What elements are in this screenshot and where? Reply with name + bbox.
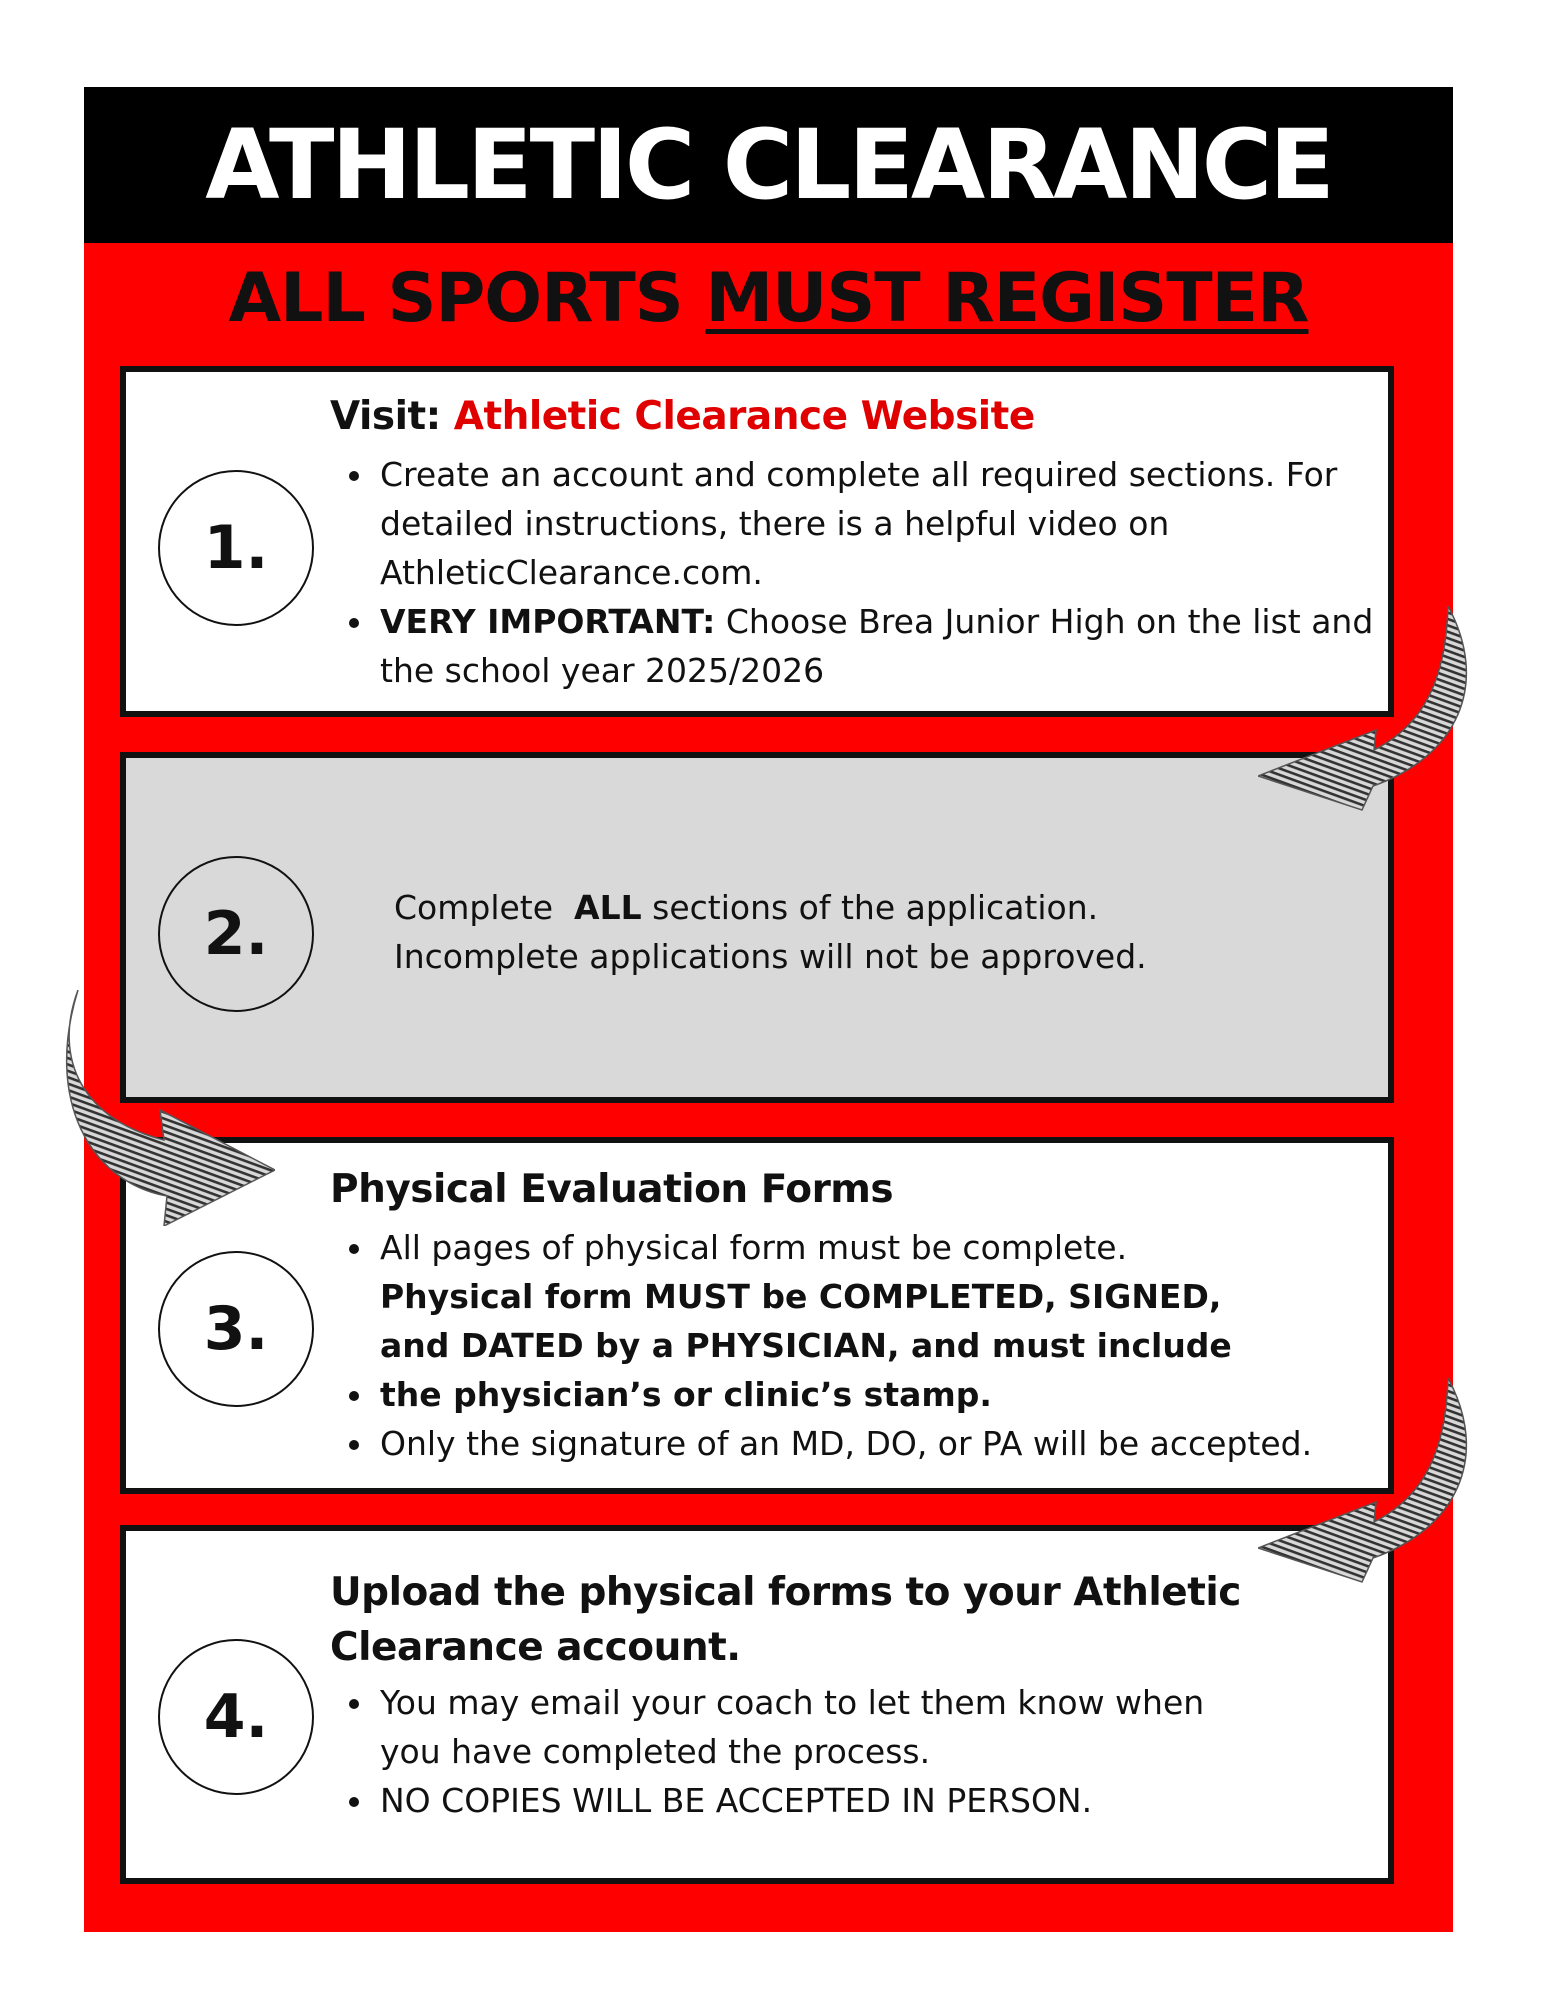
- step-2-line-2: Incomplete applications will not be approved.: [394, 937, 1147, 976]
- curved-arrow-icon: [1258, 606, 1480, 852]
- athletic-clearance-website-link[interactable]: Athletic Clearance Website: [453, 394, 1035, 439]
- step-4-heading-line-2: Clearance account.: [330, 1625, 741, 1670]
- list-item: [376, 1272, 1386, 1419]
- step-2-all-bold: ALL: [574, 888, 642, 927]
- page-title: ATHLETIC CLEARANCE: [205, 109, 1332, 221]
- step-2-text: [394, 883, 1147, 981]
- list-item-text: Choose Brea Junior High on the list and the school year 2025/2026: [380, 602, 1374, 690]
- list-item: • All pages of physical form must be complete.: [376, 1223, 1386, 1272]
- step-1-number: 1.: [158, 470, 314, 626]
- subtitle-emphasis: MUST REGISTER: [705, 259, 1309, 338]
- step-2-box: [120, 752, 1394, 1103]
- curved-arrow-icon: [60, 990, 275, 1226]
- step-3-bullets: [344, 1223, 1386, 1468]
- step-2-number: 2.: [158, 856, 314, 1012]
- subtitle-lead: ALL SPORTS: [228, 259, 706, 338]
- list-item: • NO COPIES WILL BE ACCEPTED IN PERSON.: [376, 1776, 1256, 1825]
- step-1-box: [120, 366, 1394, 717]
- physical-form-requirement: Physical form MUST be COMPLETED, SIGNED, and DATED by a PHYSICIAN, and must include the physician’s or clinic’s stamp.: [380, 1277, 1232, 1414]
- title-bar: [84, 87, 1453, 243]
- step-3-heading: Physical Evaluation Forms: [330, 1167, 894, 1212]
- step-2-line-1-pre: Complete: [394, 888, 575, 927]
- curved-arrow-icon: [1258, 1378, 1480, 1624]
- subtitle: [84, 259, 1453, 338]
- step-3-number: 3.: [158, 1251, 314, 1407]
- step-4-bullets: [344, 1678, 1256, 1825]
- step-4-number: 4.: [158, 1639, 314, 1795]
- step-4-heading-line-1: Upload the physical forms to your Athletic: [330, 1570, 1241, 1615]
- step-2-line-1: [394, 883, 1147, 932]
- step-1-heading: [330, 394, 1035, 439]
- list-item: • Create an account and complete all required sections. For detailed instructions, there is a helpful video on AthleticClearance.com.: [376, 450, 1376, 597]
- list-item: • Only the signature of an MD, DO, or PA will be accepted.: [376, 1419, 1386, 1468]
- step-3-box: [120, 1137, 1394, 1494]
- step-4-box: [120, 1525, 1394, 1884]
- list-item: [376, 597, 1376, 695]
- step-2-line-1-post: sections of the application.: [641, 888, 1099, 927]
- step-1-heading-prefix: Visit:: [330, 394, 454, 439]
- list-item: • You may email your coach to let them know when you have completed the process.: [376, 1678, 1256, 1776]
- step-4-heading: [330, 1565, 1241, 1675]
- very-important-label: VERY IMPORTANT:: [380, 602, 716, 641]
- poster: [84, 87, 1453, 1932]
- step-1-bullets: [344, 450, 1376, 695]
